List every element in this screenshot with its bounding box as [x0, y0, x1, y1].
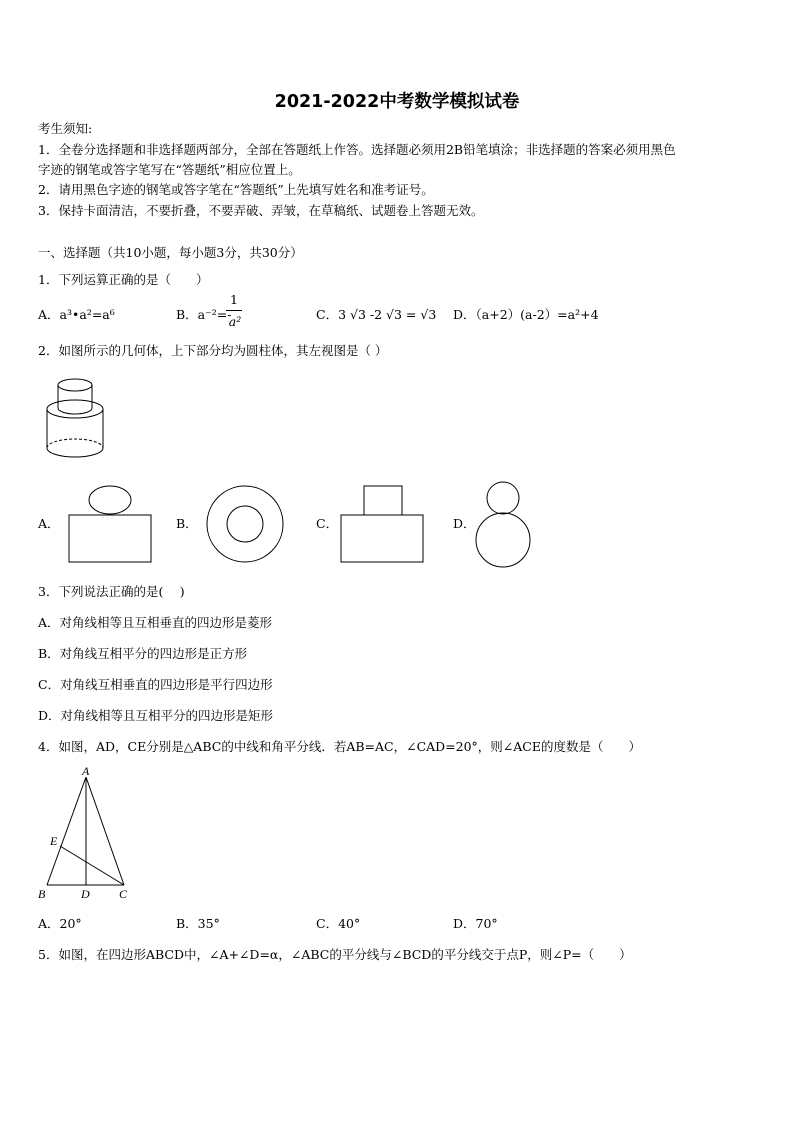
notice-line-2: 字迹的钢笔或答字笔写在“答题纸”相应位置上。 — [38, 162, 301, 177]
q3-option-c: C．对角线互相垂直的四边形是平行四边形 — [38, 677, 273, 692]
q4-option-c: C．40° — [316, 916, 361, 931]
q1-option-b-prefix: B．a⁻²=- — [176, 307, 232, 322]
q2-stem: 2．如图所示的几何体，上下部分均为圆柱体，其左视图是（ ） — [38, 343, 388, 358]
notice-line-3: 2．请用黑色字迹的钢笔或答字笔在“答题纸”上先填写姓名和准考证号。 — [38, 182, 434, 197]
vertex-label-d: D — [81, 887, 90, 901]
q3-option-b: B．对角线互相平分的四边形是正方形 — [38, 646, 248, 661]
notice-heading: 考生须知: — [38, 121, 93, 136]
q4-option-b: B．35° — [176, 916, 220, 931]
q4-option-d: D．70° — [453, 916, 498, 931]
q2-option-a-label: A． — [38, 516, 60, 531]
q2-option-a-figure — [68, 484, 154, 564]
q2-option-c-label: C． — [316, 516, 339, 531]
q1-option-d: D．（a+2）(a-2）=a²+4 — [453, 307, 599, 322]
q1-option-c: C．3 √3 -2 √3 = √3 — [316, 307, 437, 322]
page-title: 2021-2022中考数学模拟试卷 — [274, 92, 520, 112]
q1-option-b-denominator: a² — [228, 314, 242, 329]
q4-stem: 4．如图，AD，CE分别是△ABC的中线和角平分线．若AB=AC，∠CAD=20°，则∠ACE的度数是（ ） — [38, 739, 641, 754]
q4-triangle-figure — [34, 763, 134, 905]
q3-stem: 3．下列说法正确的是( ) — [38, 584, 185, 599]
vertex-label-c: C — [119, 887, 128, 901]
q2-option-d-figure — [475, 481, 535, 571]
fraction-bar — [226, 310, 242, 311]
q5-stem: 5．如图，在四边形ABCD中，∠A+∠D=α，∠ABC的平分线与∠BCD的平分线交于点P，则∠P=（ ） — [38, 947, 632, 962]
q4-option-a: A．20° — [38, 916, 82, 931]
q2-option-d-label: D． — [453, 516, 476, 531]
vertex-label-e: E — [50, 834, 58, 848]
q1-option-b-numerator: 1 — [230, 292, 238, 307]
q2-option-c-figure — [339, 484, 425, 564]
notice-line-1: 1．全卷分选择题和非选择题两部分，全部在答题纸上作答。选择题必须用2B铅笔填涂；非选择题的答案必须用黑色 — [38, 142, 676, 157]
q2-option-b-label: B． — [176, 516, 198, 531]
q3-option-d: D．对角线相等且互相平分的四边形是矩形 — [38, 708, 274, 723]
vertex-label-a: A — [82, 764, 90, 778]
q1-option-a: A．a³•a²=a⁶ — [38, 307, 115, 322]
q2-solid-figure — [38, 376, 110, 464]
q1-stem: 1．下列运算正确的是（ ） — [38, 272, 209, 287]
q2-option-b-figure — [204, 484, 286, 566]
notice-line-4: 3．保持卡面清洁，不要折叠，不要弄破、弄皱，在草稿纸、试题卷上答题无效。 — [38, 203, 484, 218]
vertex-label-b: B — [38, 887, 46, 901]
q3-option-a: A．对角线相等且互相垂直的四边形是菱形 — [38, 615, 273, 630]
section-heading: 一、选择题（共10小题，每小题3分，共30分） — [38, 245, 303, 260]
